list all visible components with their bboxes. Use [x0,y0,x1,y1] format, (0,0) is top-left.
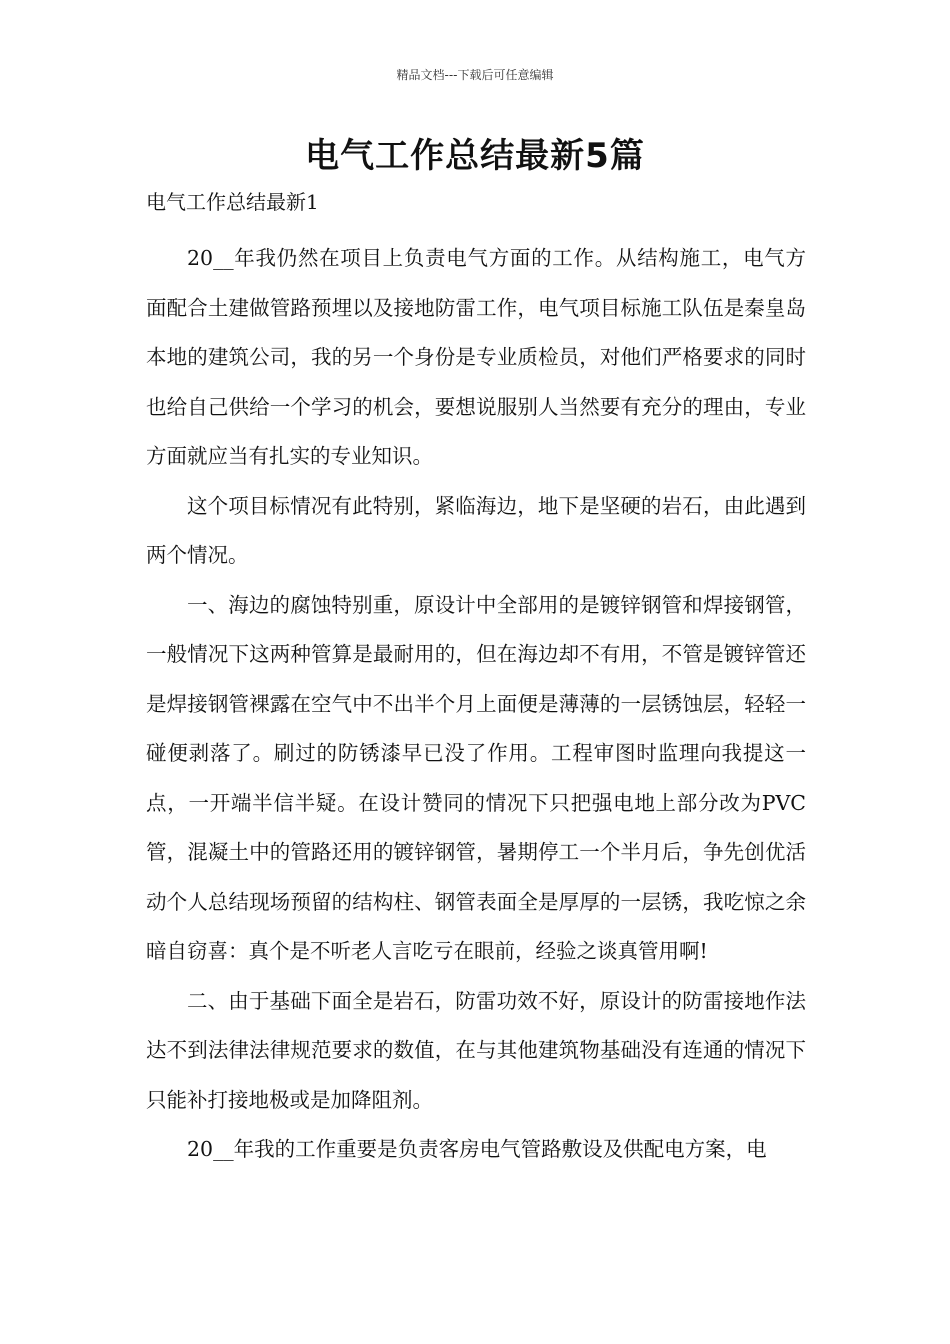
section-heading: 电气工作总结最新1 [146,190,319,214]
paragraph: 这个项目标情况有此特别，紧临海边，地下是坚硬的岩石，由此遇到两个情况。 [146,493,806,567]
header-note: 精品文档---下载后可任意编辑 [396,68,554,82]
paragraph: 二、由于基础下面全是岩石，防雷功效不好，原设计的防雷接地作法达不到法律法律规范要求的数值，在与其他建筑物基础没有连通的情况下只能补打接地极或是加降阻剂。 [146,988,806,1112]
paragraph: 一、海边的腐蚀特别重，原设计中全部用的是镀锌钢管和焊接钢管，一般情况下这两种管算是最耐用的，但在海边却不有用，不管是镀锌管还是焊接钢管裸露在空气中不出半个月上面便是薄薄的一层锈蚀层，轻轻一碰便剥落了。刷过的防锈漆早已没了作用。工程审图时监理向我提这一点，一开端半信半疑。在设计赞同的情况下只把强电地上部分改为PVC管，混凝土中的管路还用的镀锌钢管，暑期停工一个半月后，争先创优活动个人总结现场预留的结构柱、钢管表面全是厚厚的一层锈，我吃惊之余暗自窃喜：真个是不听老人言吃亏在眼前，经验之谈真管用啊! [146,592,806,963]
paragraph: 20__年我仍然在项目上负责电气方面的工作。从结构施工，电气方面配合土建做管路预埋以及接地防雷工作，电气项目标施工队伍是秦皇岛本地的建筑公司，我的另一个身份是专业质检员，对他们严格要求的同时也给自己供给一个学习的机会，要想说服别人当然要有充分的理由，专业方面就应当有扎实的专业知识。 [146,246,806,468]
body-text [146,234,806,1175]
document-title: 电气工作总结最新5篇 [305,136,645,176]
paragraph: 20__年我的工作重要是负责客房电气管路敷设及供配电方案，电 [187,1137,767,1161]
